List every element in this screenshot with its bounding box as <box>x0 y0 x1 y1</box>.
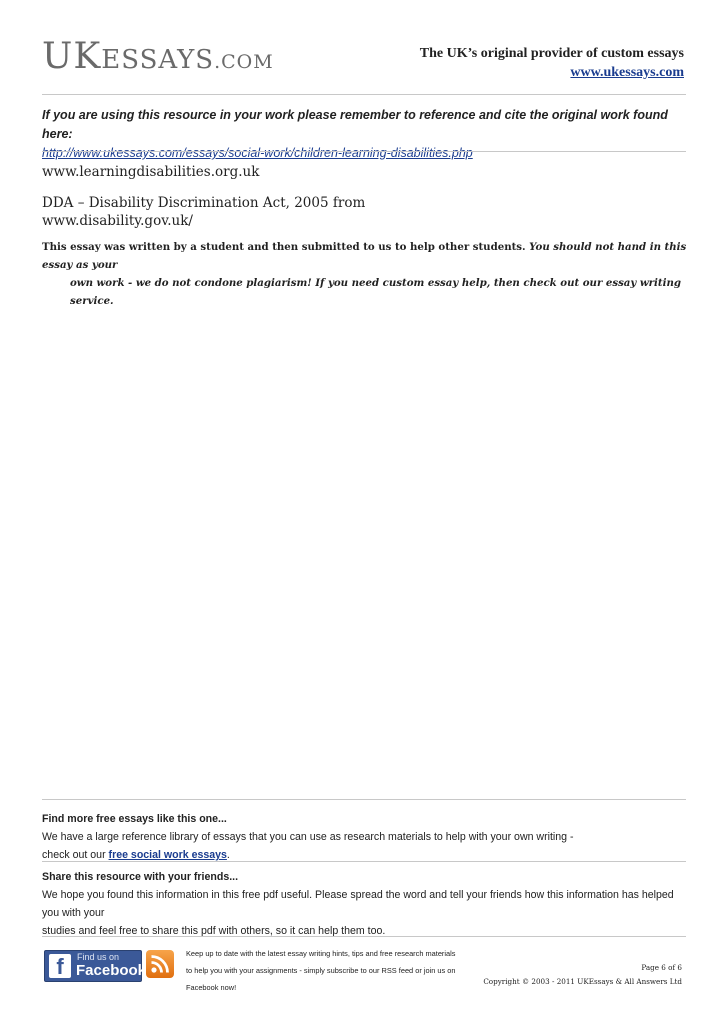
ukessays-logo[interactable] <box>42 36 274 77</box>
site-link[interactable]: www.ukessays.com <box>570 65 684 80</box>
disclaimer-italic-1: You should not hand in this essay as your <box>42 241 687 271</box>
free-social-work-essays-link[interactable]: free social work essays <box>108 849 227 861</box>
subscribe-blurb <box>186 945 476 996</box>
citation-divider <box>42 151 686 152</box>
header-divider <box>42 94 686 95</box>
rss-icon[interactable] <box>146 950 174 978</box>
find-more-prefix: check out our <box>42 849 109 861</box>
logo-essays: ESSAYS <box>101 45 215 75</box>
blurb-line: to help you with your assignments - simply subscribe to our RSS feed or join us on <box>186 966 456 975</box>
logo-uk: UK <box>42 36 102 77</box>
find-more-line1: We have a large reference library of essays that you can use as research materials to help with your own writing - <box>42 831 574 843</box>
share-line2: studies and feel free to share this pdf with others, so it can help them too. <box>42 925 386 937</box>
disclaimer-italic-2: own work - we do not condone plagiarism! If you need custom essay help, then check out our essay writing service. <box>70 277 681 307</box>
facebook-icon: f <box>49 954 71 978</box>
footer-divider <box>42 936 686 937</box>
facebook-button[interactable] <box>44 950 147 982</box>
logo-com: .COM <box>214 51 274 73</box>
header-tagline <box>420 44 684 82</box>
find-more-suffix: . <box>226 849 230 861</box>
find-more-heading: Find more free essays like this one... <box>42 813 227 825</box>
reference-line: www.learningdisabilities.org.uk <box>42 164 260 180</box>
facebook-find-us: Find us on <box>77 952 120 962</box>
reference-line: DDA – Disability Discrimination Act, 2005 from <box>42 195 366 211</box>
disclaimer-plain: This essay was written by a student and then submitted to us to help other students. <box>42 241 530 253</box>
share-line1: We hope you found this information in this free pdf useful. Please spread the word and tell your friends how this information has helped you with your <box>42 889 674 919</box>
find-more-section <box>42 810 692 864</box>
share-section <box>42 868 692 940</box>
rss-glyph <box>146 950 174 978</box>
find-more-divider <box>42 799 686 800</box>
blurb-line: Keep up to date with the latest essay writing hints, tips and free research materials <box>186 949 456 958</box>
plagiarism-disclaimer <box>42 238 692 310</box>
citation-text: If you are using this resource in your work please remember to reference and cite the original work found here: <box>42 108 668 141</box>
copyright: Copyright © 2003 - 2011 UKEssays & All Answers Ltd <box>483 977 682 986</box>
facebook-label: Facebook <box>76 962 147 979</box>
share-divider <box>42 861 686 862</box>
page-number: Page 6 of 6 <box>641 963 682 972</box>
reference-line: www.disability.gov.uk/ <box>42 213 193 229</box>
tagline-text: The UK’s original provider of custom essays <box>419 46 684 61</box>
citation-notice <box>42 106 692 163</box>
blurb-line: Facebook now! <box>186 983 237 992</box>
citation-url-link[interactable]: http://www.ukessays.com/essays/social-work/children-learning-disabilities.php <box>42 146 473 160</box>
share-heading: Share this resource with your friends... <box>42 871 239 883</box>
